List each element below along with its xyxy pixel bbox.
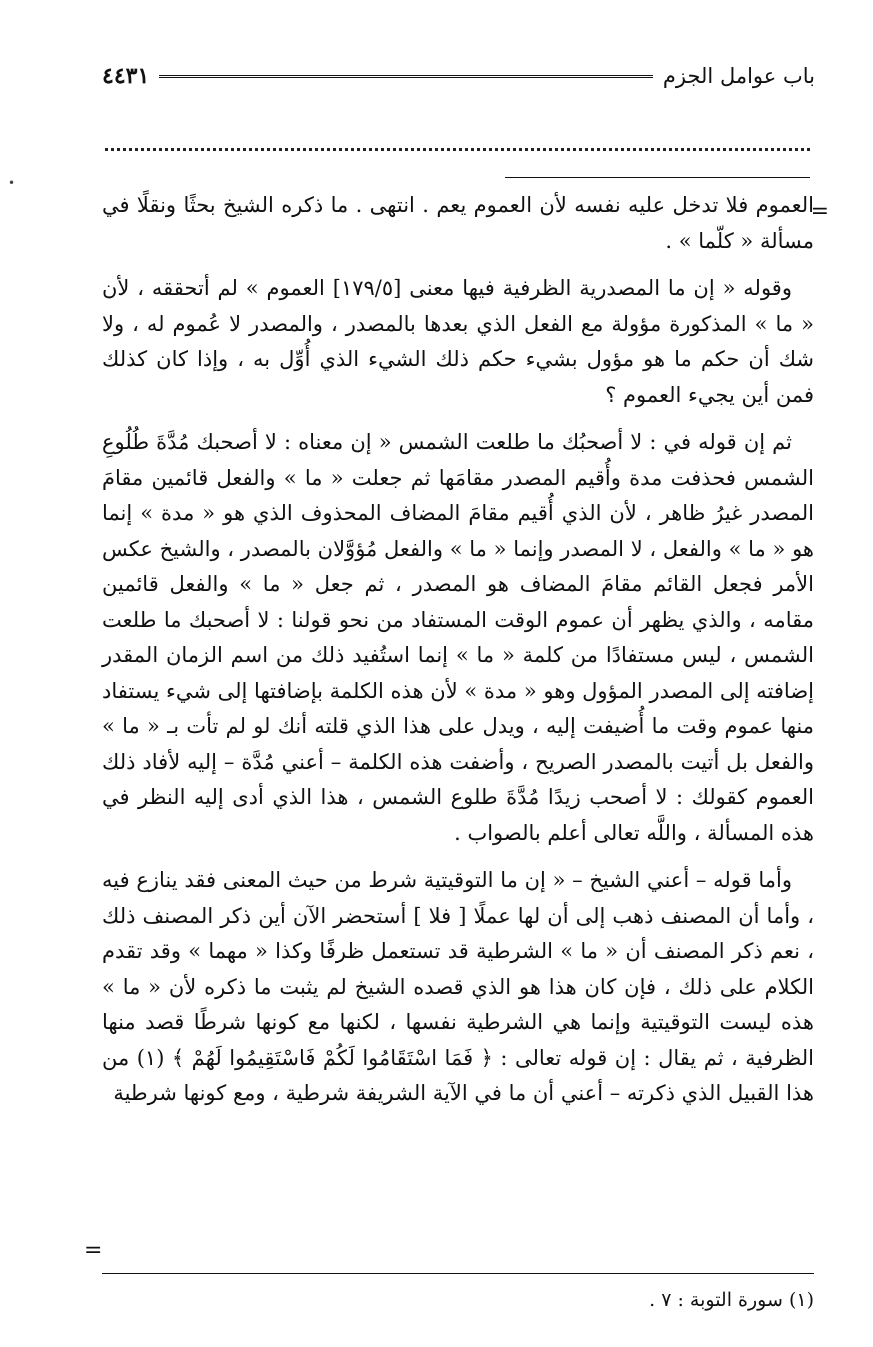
header-rule [159,75,653,78]
continuation-rule [505,177,810,178]
paragraph-continued: العموم فلا تدخل عليه نفسه لأن العموم يعم . انتهى . ما ذكره الشيخ بحثًا ونقلًا في مسألة « كلّما » . [102,193,814,253]
chapter-title: باب عوامل الجزم [662,64,815,88]
running-header [102,56,815,96]
footnote-rule [102,1273,814,1274]
continuation-mark-start: = [810,199,829,224]
paragraph: ثم إن قوله في : لا أصحبُك ما طلعت الشمس « إن معناه : لا أصحبك مُدَّةَ طُلُوعِ الشمس فحذفت مدة وأُقيم المصدر مقامَها ثم جعلت « ما » والفعل قائمين مقامَ المصدر غيرُ ظاهر ، لأن الذي أُقيم مقامَ المضاف المحذوف الذي هو « مدة » إنما هو « ما » والفعل ، لا المصدر وإنما « ما » والفعل مُؤوَّلان بالمصدر ، والشيخ عكس الأمر فجعل القائم مقامَ المضاف هو المصدر ، ثم جعل « ما » والفعل قائمين مقامه ، والذي يظهر أن عموم الوقت المستفاد من نحو قولنا : لا أصحبك ما طلعت الشمس ، ليس مستفادًا من كلمة « ما » إنما استُفيد ذلك من اسم الزمان المقدر إضافته إلى المصدر المؤول وهو « مدة » لأن هذه الكلمة بإضافتها إلى شيء يستفاد منها عموم وقت ما أُضيفت إليه ، ويدل على هذا الذي قلته أنك لو لم تأت بـ « ما » والفعل بل أتيت بالمصدر الصريح ، وأضفت هذه الكلمة – أعني مُدَّة – إليه لأفاد ذلك العموم كقولك : لا أصحب زيدًا مُدَّةَ طلوع الشمس ، هذا الذي أدى إليه النظر في هذه المسألة ، واللَّه تعالى أعلم بالصواب . [102,430,814,845]
footnote: (١) سورة التوبة : ٧ . [649,1289,814,1311]
continuation-mark-end: = [84,1238,103,1263]
paragraph: وقوله « إن ما المصدرية الظرفية فيها معنى [١٧٩/٥] العموم » لم أتحققه ، لأن « ما » المذكورة مؤولة مع الفعل الذي بعدها بالمصدر ، والمصدر لا عُموم له ، ولا شك أن حكم ما هو مؤول بشيء حكم ذلك الشيء الذي أُوِّل به ، وإذا كان كذلك فمن أين يجيء العموم ؟ [102,276,814,407]
main-text [102,188,814,1124]
page-number: ٤٤٣١ [102,63,150,89]
margin-mark: • [8,176,16,190]
paragraph: وأما قوله – أعني الشيخ – « إن ما التوقيتية شرط من حيث المعنى فقد ينازع فيه ، وأما أن المصنف ذهب إلى أن لها عملًا [ فلا ] أستحضر الآن أين ذكر المصنف ذلك ، نعم ذكر المصنف أن « ما » الشرطية قد تستعمل ظرفًا وكذا « مهما » وقد تقدم الكلام على ذلك ، فإن كان هذا هو الذي قصده الشيخ لم يثبت ما ذكره لأن « ما » هذه ليست التوقيتية وإنما هي الشرطية نفسها ، لكنها مع كونها شرطًا قصد منها الظرفية ، ثم يقال : إن قوله تعالى : ﴿ فَمَا اسْتَقَامُوا لَكُمْ فَاسْتَقِيمُوا لَهُمْ ﴾ (١) من هذا القبيل الذي ذكرته – أعني أن ما في الآية الشريفة شرطية ، ومع كونها شرطية [102,868,814,1105]
dotted-separator [105,148,810,151]
